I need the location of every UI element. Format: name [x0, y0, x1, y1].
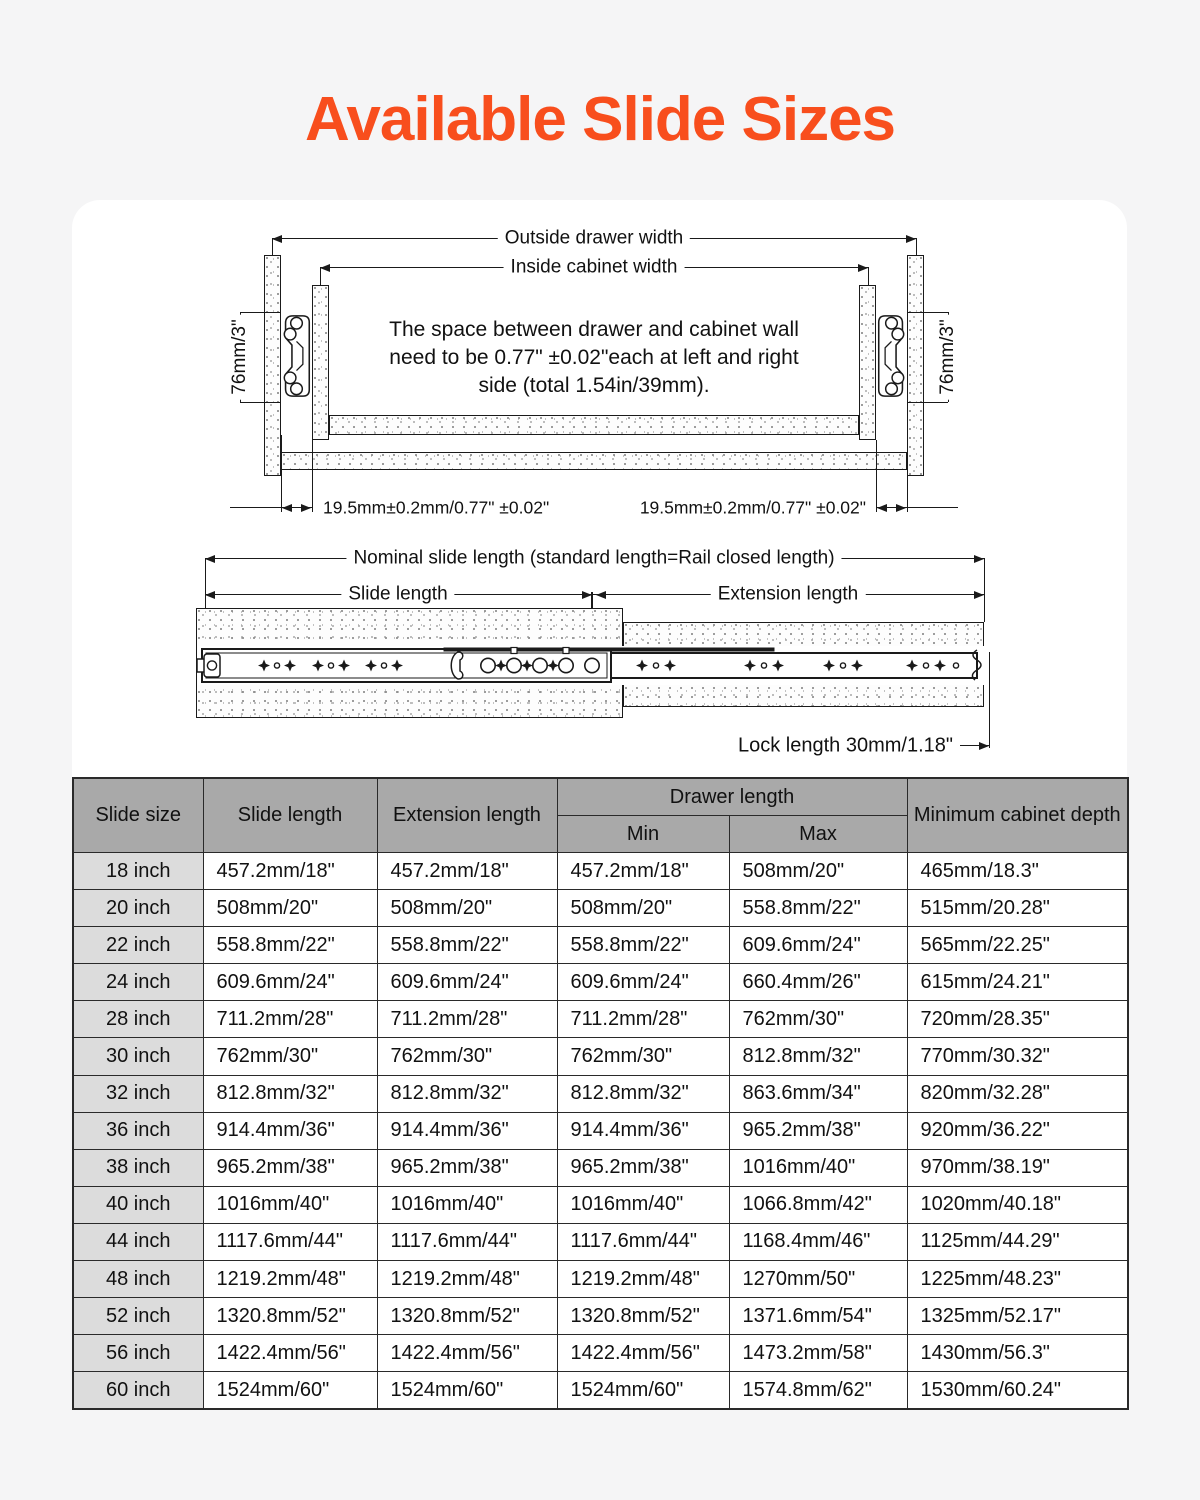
table-header: [73, 778, 1128, 853]
value-cell: 1524mm/60": [377, 1372, 557, 1410]
value-cell: 762mm/30": [377, 1038, 557, 1075]
col-header-slide-length: Slide length: [203, 778, 377, 853]
table-row: [73, 1149, 1128, 1186]
value-cell: 457.2mm/18": [203, 853, 377, 890]
value-cell: 558.8mm/22": [557, 927, 729, 964]
value-cell: 965.2mm/38": [203, 1149, 377, 1186]
value-cell: 1473.2mm/58": [729, 1335, 907, 1372]
value-cell: 914.4mm/36": [557, 1112, 729, 1149]
inside-width-label: Inside cabinet width: [504, 258, 685, 279]
value-cell: 565mm/22.25": [907, 927, 1128, 964]
value-cell: 965.2mm/38": [729, 1112, 907, 1149]
value-cell: 558.8mm/22": [203, 927, 377, 964]
value-cell: 609.6mm/24": [729, 927, 907, 964]
value-cell: 711.2mm/28": [557, 1001, 729, 1038]
value-cell: 812.8mm/32": [203, 1075, 377, 1112]
col-header-min-cabinet-depth: Minimum cabinet depth: [907, 778, 1128, 853]
col-header-min: Min: [557, 816, 729, 853]
value-cell: 1219.2mm/48": [203, 1261, 377, 1298]
note-line-2: need to be 0.77" ±0.02"each at left and right: [389, 345, 799, 369]
slide-size-cell: 40 inch: [73, 1186, 203, 1223]
arrow-left-icon: [205, 591, 215, 599]
note-line-3: side (total 1.54in/39mm).: [478, 373, 710, 397]
slide-size-cell: 36 inch: [73, 1112, 203, 1149]
table-row: [73, 1223, 1128, 1260]
table-row: [73, 1075, 1128, 1112]
arrow-right-icon: [979, 742, 989, 750]
value-cell: 812.8mm/32": [557, 1075, 729, 1112]
value-cell: 660.4mm/26": [729, 964, 907, 1001]
value-cell: 508mm/20": [203, 890, 377, 927]
table-row: [73, 1335, 1128, 1372]
lock-length-label: Lock length 30mm/1.18": [735, 735, 956, 758]
extension-line: [205, 558, 206, 608]
extension-length-label: Extension length: [711, 585, 866, 606]
rail-height-label-right: 76mm/3": [937, 314, 959, 399]
value-cell: 812.8mm/32": [377, 1075, 557, 1112]
value-cell: 515mm/20.28": [907, 890, 1128, 927]
value-cell: 863.6mm/34": [729, 1075, 907, 1112]
table-row: [73, 890, 1128, 927]
value-cell: 1168.4mm/46": [729, 1223, 907, 1260]
slide-size-cell: 24 inch: [73, 964, 203, 1001]
value-cell: 558.8mm/22": [729, 890, 907, 927]
table-body: [73, 853, 1128, 1410]
value-cell: 1125mm/44.29": [907, 1223, 1128, 1260]
value-cell: 465mm/18.3": [907, 853, 1128, 890]
value-cell: 1066.8mm/42": [729, 1186, 907, 1223]
value-cell: 1117.6mm/44": [377, 1223, 557, 1260]
value-cell: 609.6mm/24": [203, 964, 377, 1001]
arrow-right-icon: [974, 591, 984, 599]
value-cell: 1016mm/40": [377, 1186, 557, 1223]
col-header-max: Max: [729, 816, 907, 853]
slide-size-cell: 44 inch: [73, 1223, 203, 1260]
table-row: [73, 1112, 1128, 1149]
slide-size-cell: 30 inch: [73, 1038, 203, 1075]
value-cell: 1016mm/40": [557, 1186, 729, 1223]
value-cell: 609.6mm/24": [377, 964, 557, 1001]
value-cell: 1320.8mm/52": [557, 1298, 729, 1335]
value-cell: 1219.2mm/48": [377, 1261, 557, 1298]
slide-size-cell: 48 inch: [73, 1261, 203, 1298]
arrow-left-icon: [596, 591, 606, 599]
nominal-length-label: Nominal slide length (standard length=Rail closed length): [346, 549, 841, 570]
col-header-drawer-length: Drawer length: [557, 778, 907, 816]
page-title: Available Slide Sizes: [304, 85, 896, 154]
slide-size-cell: 52 inch: [73, 1298, 203, 1335]
slide-size-cell: 22 inch: [73, 927, 203, 964]
value-cell: 762mm/30": [729, 1001, 907, 1038]
slide-size-cell: 28 inch: [73, 1001, 203, 1038]
value-cell: 457.2mm/18": [557, 853, 729, 890]
value-cell: 1117.6mm/44": [557, 1223, 729, 1260]
value-cell: 1430mm/56.3": [907, 1335, 1128, 1372]
slide-size-cell: 18 inch: [73, 853, 203, 890]
slide-size-cell: 56 inch: [73, 1335, 203, 1372]
slide-size-cell: 38 inch: [73, 1149, 203, 1186]
value-cell: 1219.2mm/48": [557, 1261, 729, 1298]
value-cell: 965.2mm/38": [377, 1149, 557, 1186]
value-cell: 508mm/20": [377, 890, 557, 927]
outside-width-label: Outside drawer width: [498, 229, 690, 250]
value-cell: 1422.4mm/56": [203, 1335, 377, 1372]
value-cell: 1320.8mm/52": [203, 1298, 377, 1335]
value-cell: 1530mm/60.24": [907, 1372, 1128, 1410]
col-header-slide-size: Slide size: [73, 778, 203, 853]
value-cell: 914.4mm/36": [377, 1112, 557, 1149]
slide-size-cell: 32 inch: [73, 1075, 203, 1112]
value-cell: 1422.4mm/56": [377, 1335, 557, 1372]
value-cell: 1016mm/40": [729, 1149, 907, 1186]
value-cell: 914.4mm/36": [203, 1112, 377, 1149]
arrow-left-icon: [205, 555, 215, 563]
value-cell: 615mm/24.21": [907, 964, 1128, 1001]
slide-sizes-table: [72, 777, 1129, 1410]
table-row: [73, 1372, 1128, 1410]
table-row: [73, 1186, 1128, 1223]
arrow-right-icon: [974, 555, 984, 563]
value-cell: 1270mm/50": [729, 1261, 907, 1298]
value-cell: 1574.8mm/62": [729, 1372, 907, 1410]
value-cell: 1371.6mm/54": [729, 1298, 907, 1335]
value-cell: 970mm/38.19": [907, 1149, 1128, 1186]
value-cell: 1117.6mm/44": [203, 1223, 377, 1260]
table-row: [73, 1298, 1128, 1335]
value-cell: 1524mm/60": [557, 1372, 729, 1410]
side-gap-label-right: 19.5mm±0.2mm/0.77" ±0.02": [637, 498, 869, 519]
value-cell: 762mm/30": [557, 1038, 729, 1075]
table-row: [73, 964, 1128, 1001]
value-cell: 711.2mm/28": [377, 1001, 557, 1038]
slide-extension-dim-line: [205, 594, 984, 595]
value-cell: 1325mm/52.17": [907, 1298, 1128, 1335]
table-row: [73, 853, 1128, 890]
content-card: [72, 200, 1127, 1401]
lock-length-extension-line: [989, 652, 990, 748]
table-row: [73, 1038, 1128, 1075]
slide-size-cell: 20 inch: [73, 890, 203, 927]
side-gap-label-left: 19.5mm±0.2mm/0.77" ±0.02": [320, 498, 552, 519]
telescopic-slide-drawing: [196, 646, 994, 685]
value-cell: 508mm/20": [557, 890, 729, 927]
value-cell: 508mm/20": [729, 853, 907, 890]
table-row: [73, 1001, 1128, 1038]
value-cell: 812.8mm/32": [729, 1038, 907, 1075]
col-header-extension-length: Extension length: [377, 778, 557, 853]
value-cell: 920mm/36.22": [907, 1112, 1128, 1149]
slide-size-cell: 60 inch: [73, 1372, 203, 1410]
value-cell: 1016mm/40": [203, 1186, 377, 1223]
value-cell: 609.6mm/24": [557, 964, 729, 1001]
table-row: [73, 927, 1128, 964]
slide-length-label: Slide length: [341, 585, 454, 606]
value-cell: 457.2mm/18": [377, 853, 557, 890]
value-cell: 720mm/28.35": [907, 1001, 1128, 1038]
value-cell: 762mm/30": [203, 1038, 377, 1075]
value-cell: 1422.4mm/56": [557, 1335, 729, 1372]
value-cell: 1320.8mm/52": [377, 1298, 557, 1335]
value-cell: 770mm/30.32": [907, 1038, 1128, 1075]
note-line-1: The space between drawer and cabinet wall: [389, 318, 799, 341]
value-cell: 1524mm/60": [203, 1372, 377, 1410]
value-cell: 965.2mm/38": [557, 1149, 729, 1186]
value-cell: 820mm/32.28": [907, 1075, 1128, 1112]
value-cell: 711.2mm/28": [203, 1001, 377, 1038]
value-cell: 558.8mm/22": [377, 927, 557, 964]
table-row: [73, 1261, 1128, 1298]
rail-height-label-left: 76mm/3": [229, 314, 251, 399]
value-cell: 1225mm/48.23": [907, 1261, 1128, 1298]
value-cell: 1020mm/40.18": [907, 1186, 1128, 1223]
extension-line: [984, 558, 985, 622]
